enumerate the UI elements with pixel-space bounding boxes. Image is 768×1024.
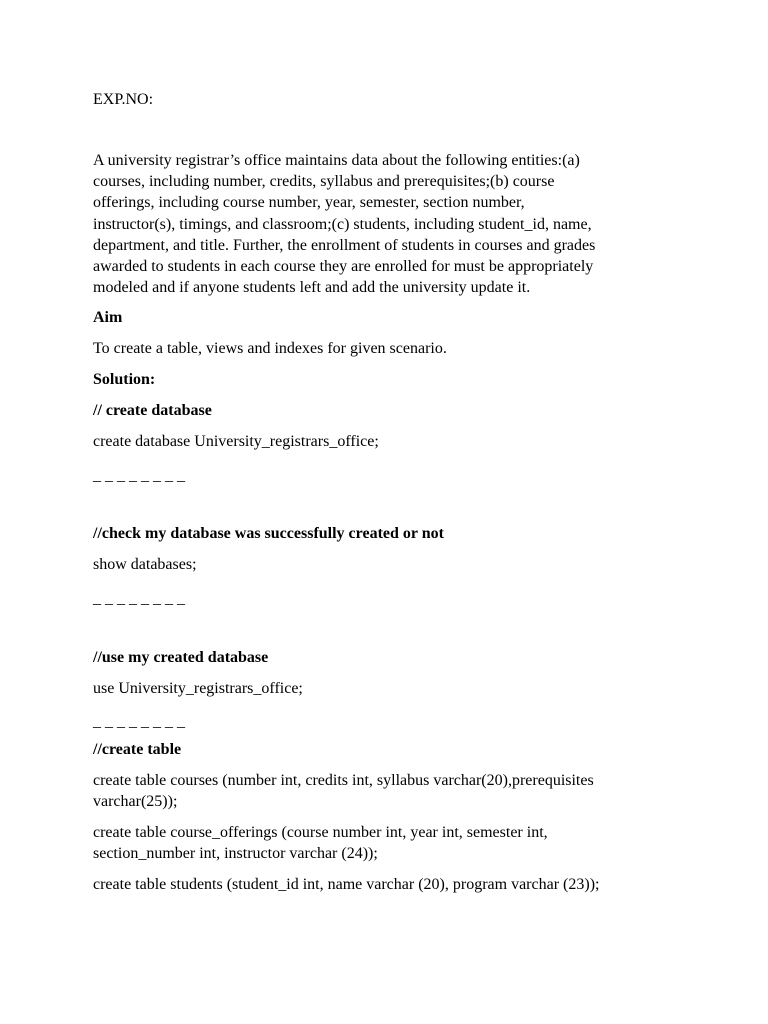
comment-create-database: // create database <box>93 402 212 419</box>
code-line: create table courses (number int, credits int, syllabus varchar(20),prerequisites <box>93 772 594 789</box>
statement-create-course-offerings <box>93 822 693 864</box>
comment-use-database: //use my created database <box>93 649 269 666</box>
intro-line: awarded to students in each course they are enrolled for must be appropriately <box>93 258 594 276</box>
intro-line: courses, including number, credits, syllabus and prerequisites;(b) course <box>93 173 555 191</box>
aim-heading: Aim <box>93 309 123 326</box>
separator-line: _ _ _ _ _ _ _ _ <box>93 590 185 607</box>
statement-create-courses <box>93 770 693 812</box>
intro-paragraph <box>93 150 693 298</box>
statement-use-database: use University_registrars_office; <box>93 680 303 697</box>
separator-line: _ _ _ _ _ _ _ _ <box>93 713 185 730</box>
code-line: section_number int, instructor varchar (24)); <box>93 845 378 863</box>
code-line: create table course_offerings (course number int, year int, semester int, <box>93 824 548 841</box>
separator-line: _ _ _ _ _ _ _ _ <box>93 467 185 484</box>
solution-heading: Solution: <box>93 371 156 388</box>
comment-create-table: //create table <box>93 741 182 758</box>
statement-create-database: create database University_registrars_office; <box>93 433 379 450</box>
intro-line: A university registrar’s office maintains data about the following entities:(a) <box>93 152 580 169</box>
statement-show-databases: show databases; <box>93 556 197 573</box>
intro-line: instructor(s), timings, and classroom;(c) students, including student_id, name, <box>93 215 592 233</box>
code-line: varchar(25)); <box>93 793 178 811</box>
statement-create-students: create table students (student_id int, name varchar (20), program varchar (23)); <box>93 876 600 893</box>
aim-text: To create a table, views and indexes for given scenario. <box>93 340 447 357</box>
exp-no-label: EXP.NO: <box>93 91 154 108</box>
comment-check-database: //check my database was successfully created or not <box>93 525 444 542</box>
intro-line: offerings, including course number, year, semester, section number, <box>93 194 525 212</box>
intro-line: modeled and if anyone students left and add the university update it. <box>93 279 531 297</box>
intro-line: department, and title. Further, the enrollment of students in courses and grades <box>93 236 596 254</box>
